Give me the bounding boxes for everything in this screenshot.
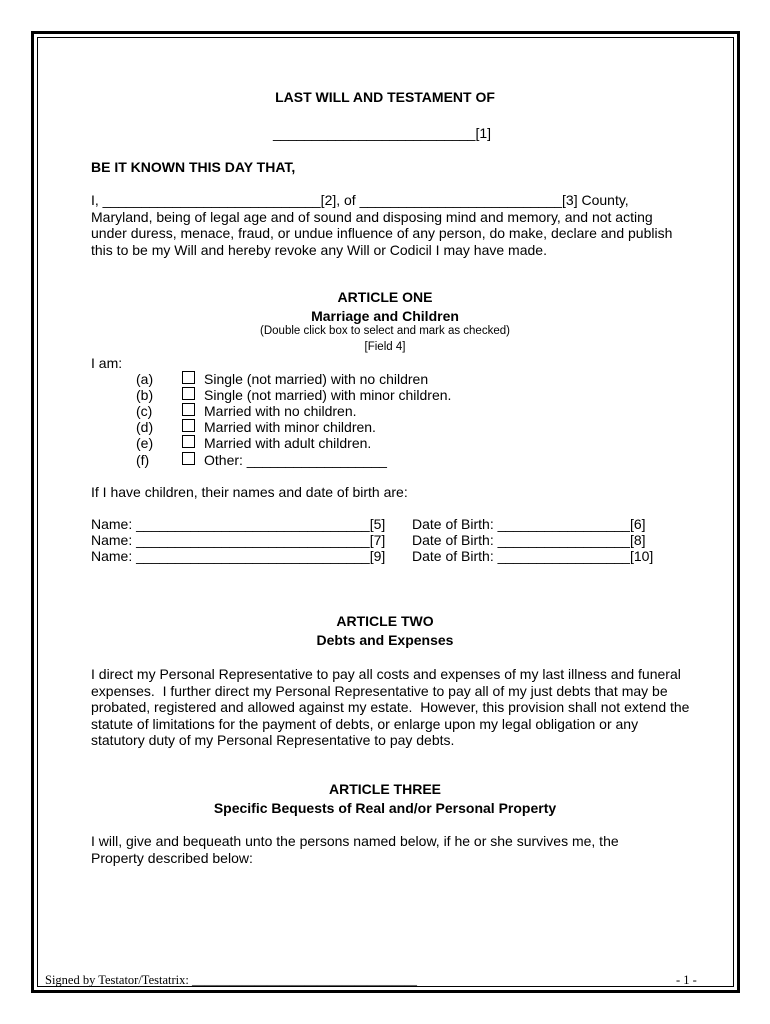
intro-paragraph — [91, 192, 691, 258]
option-label-other[interactable]: Other: __________________ — [204, 452, 387, 468]
option-letter: (f) — [136, 452, 150, 468]
article-one-title: ARTICLE ONE — [337, 289, 433, 305]
page-number: - 1 - — [676, 973, 697, 987]
intro-line: under duress, menace, fraud, or undue influence of any person, do make, declare and publish — [91, 225, 673, 241]
paragraph-line: I direct my Personal Representative to pay all costs and expenses of my last illness and funeral — [91, 666, 681, 682]
article-one-subtitle: Marriage and Children — [311, 308, 459, 324]
paragraph-line: I will, give and bequeath unto the persons named below, if he or she survives me, the — [91, 833, 619, 849]
child-dob-field[interactable]: Date of Birth: _________________[10] — [412, 548, 654, 564]
option-label: Married with adult children. — [204, 435, 372, 451]
article-three-subtitle: Specific Bequests of Real and/or Personal Property — [213, 800, 557, 816]
child-dob-field[interactable]: Date of Birth: _________________[6] — [412, 516, 646, 532]
option-label: Single (not married) with minor children. — [204, 387, 452, 403]
checkbox-option-a[interactable] — [182, 371, 195, 384]
checkbox-option-c[interactable] — [182, 403, 195, 416]
option-label: Married with minor children. — [204, 419, 376, 435]
child-name-field[interactable]: Name: ______________________________[5] — [91, 516, 386, 532]
option-label: Married with no children. — [204, 403, 357, 419]
option-label: Single (not married) with no children — [204, 371, 429, 387]
option-letter: (b) — [136, 387, 154, 403]
child-name-field[interactable]: Name: ______________________________[7] — [91, 532, 386, 548]
signature-line[interactable]: Signed by Testator/Testatrix: ____________________________________ — [45, 973, 417, 987]
intro-line: I, ____________________________[2], of __________________________[3] County, — [91, 192, 629, 208]
testator-name-field[interactable]: __________________________[1] — [273, 125, 492, 141]
field-label: [Field 4] — [364, 341, 406, 353]
option-letter: (e) — [136, 435, 154, 451]
paragraph-line: Property described below: — [91, 849, 253, 866]
option-letter: (d) — [136, 419, 154, 435]
article-two-subtitle: Debts and Expenses — [316, 632, 454, 648]
document-title: LAST WILL AND TESTAMENT OF — [275, 89, 495, 105]
paragraph-line: expenses. I further direct my Personal Representative to pay all of my just debts that may be — [91, 682, 668, 699]
known-heading: BE IT KNOWN THIS DAY THAT, — [91, 159, 296, 175]
i-am-label: I am: — [91, 355, 123, 371]
article-two-title: ARTICLE TWO — [336, 613, 434, 629]
paragraph-line: statutory duty of my Personal Representative to pay debts. — [91, 732, 455, 748]
checkbox-option-f[interactable] — [182, 452, 195, 465]
article-three-paragraph — [91, 833, 691, 866]
option-letter: (c) — [136, 403, 153, 419]
option-letter: (a) — [136, 371, 154, 387]
intro-line: this to be my Will and hereby revoke any Will or Codicil I may have made. — [91, 241, 547, 258]
checkbox-option-b[interactable] — [182, 387, 195, 400]
article-two-paragraph — [91, 666, 691, 749]
paragraph-line: statute of limitations for the payment of debts, or enlarge upon my legal obligation or any — [91, 715, 639, 732]
checkbox-option-d[interactable] — [182, 419, 195, 432]
children-lead: If I have children, their names and date of birth are: — [91, 484, 408, 500]
checkbox-instruction: (Double click box to select and mark as checked) — [260, 325, 510, 337]
child-name-field[interactable]: Name: ______________________________[9] — [91, 548, 386, 564]
intro-line: Maryland, being of legal age and of sound and disposing mind and memory, and not acting — [91, 208, 653, 225]
child-dob-field[interactable]: Date of Birth: _________________[8] — [412, 532, 646, 548]
checkbox-option-e[interactable] — [182, 435, 195, 448]
article-three-title: ARTICLE THREE — [329, 781, 441, 797]
paragraph-line: probated, registered and allowed against my estate. However, this provision shall not extend the — [91, 699, 690, 715]
